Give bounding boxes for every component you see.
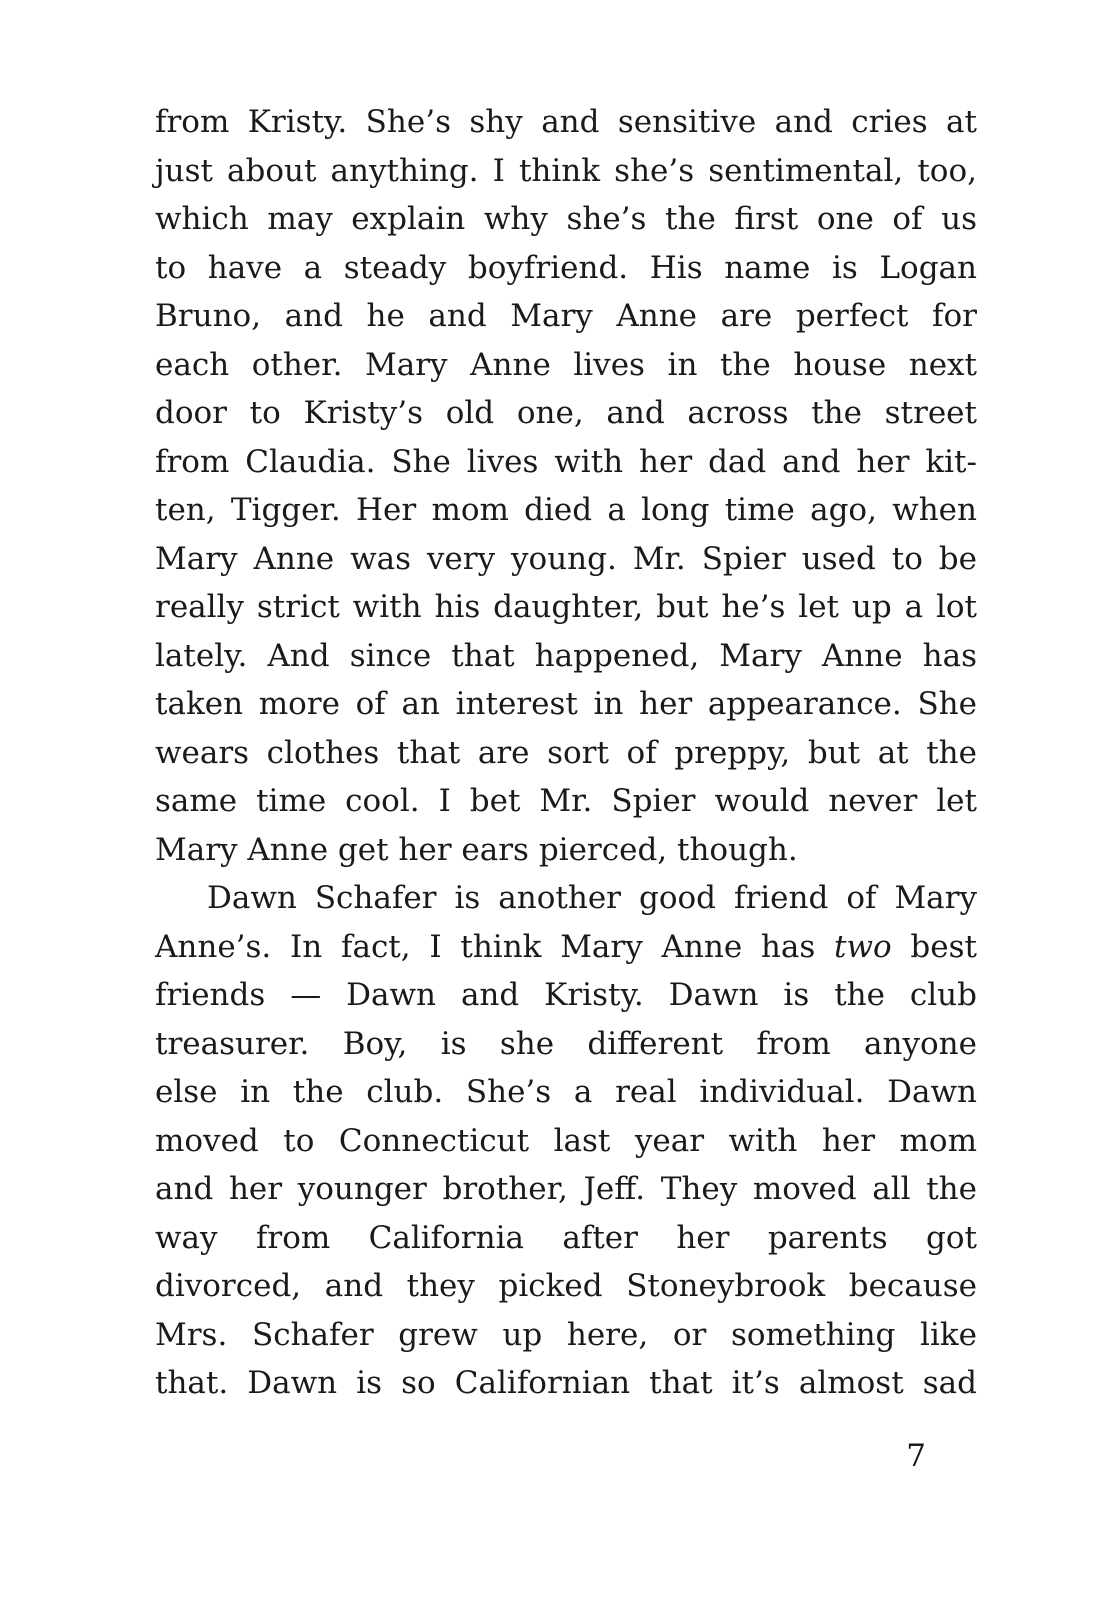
text-line: which may explain why she’s the first one of us <box>155 201 977 237</box>
text-line: ten, Tigger. Her mom died a long time ago, when <box>155 492 977 528</box>
text-line: from Claudia. She lives with her dad and her kit- <box>155 443 977 480</box>
text-line: wears clothes that are sort of preppy, but at the <box>155 734 977 771</box>
text-line <box>155 923 977 972</box>
paragraph-2 <box>155 874 977 1408</box>
text-line: divorced, and they picked Stoneybrook because <box>155 1268 977 1304</box>
text-line: lately. And since that happened, Mary Anne has <box>155 637 977 674</box>
text-line: Mary Anne was very young. Mr. Spier used to be <box>155 540 977 577</box>
text-line: Mary Anne get her ears pierced, though. <box>155 831 798 868</box>
text-line: and her younger brother, Jeff. They moved all the <box>155 1171 977 1207</box>
body-text <box>155 98 977 1408</box>
text-line: that. Dawn is so Californian that it’s almost sad <box>155 1365 977 1401</box>
text-line: Bruno, and he and Mary Anne are perfect for <box>155 298 977 334</box>
text-line: door to Kristy’s old one, and across the street <box>155 395 977 431</box>
text-line: friends — Dawn and Kristy. Dawn is the club <box>155 977 977 1013</box>
text-line: treasurer. Boy, is she different from anyone <box>155 1025 977 1062</box>
text-line: to have a steady boyfriend. His name is Logan <box>155 249 977 286</box>
text-line: Mrs. Schafer grew up here, or something like <box>155 1316 977 1353</box>
text-line: else in the club. She’s a real individual. Dawn <box>155 1074 977 1110</box>
text-line: from Kristy. She’s shy and sensitive and cries at <box>155 104 977 140</box>
paragraph-1 <box>155 98 977 874</box>
emphasized-word: two <box>834 928 892 965</box>
text-line: each other. Mary Anne lives in the house next <box>155 346 977 383</box>
page-number: 7 <box>906 1438 926 1474</box>
text-line: moved to Connecticut last year with her mom <box>155 1122 977 1159</box>
text-line: way from California after her parents got <box>155 1219 977 1256</box>
text-line: taken more of an interest in her appearance. She <box>155 686 977 722</box>
text-line: really strict with his daughter, but he’s let up a lot <box>155 589 977 625</box>
text-line: same time cool. I bet Mr. Spier would never let <box>155 783 977 819</box>
text-line: Dawn Schafer is another good friend of Mary <box>207 880 977 916</box>
text-line: just about anything. I think she’s sentimental, too, <box>155 152 977 189</box>
text-segment: best <box>891 928 977 965</box>
text-segment: Anne’s. In fact, I think Mary Anne has <box>155 928 835 965</box>
